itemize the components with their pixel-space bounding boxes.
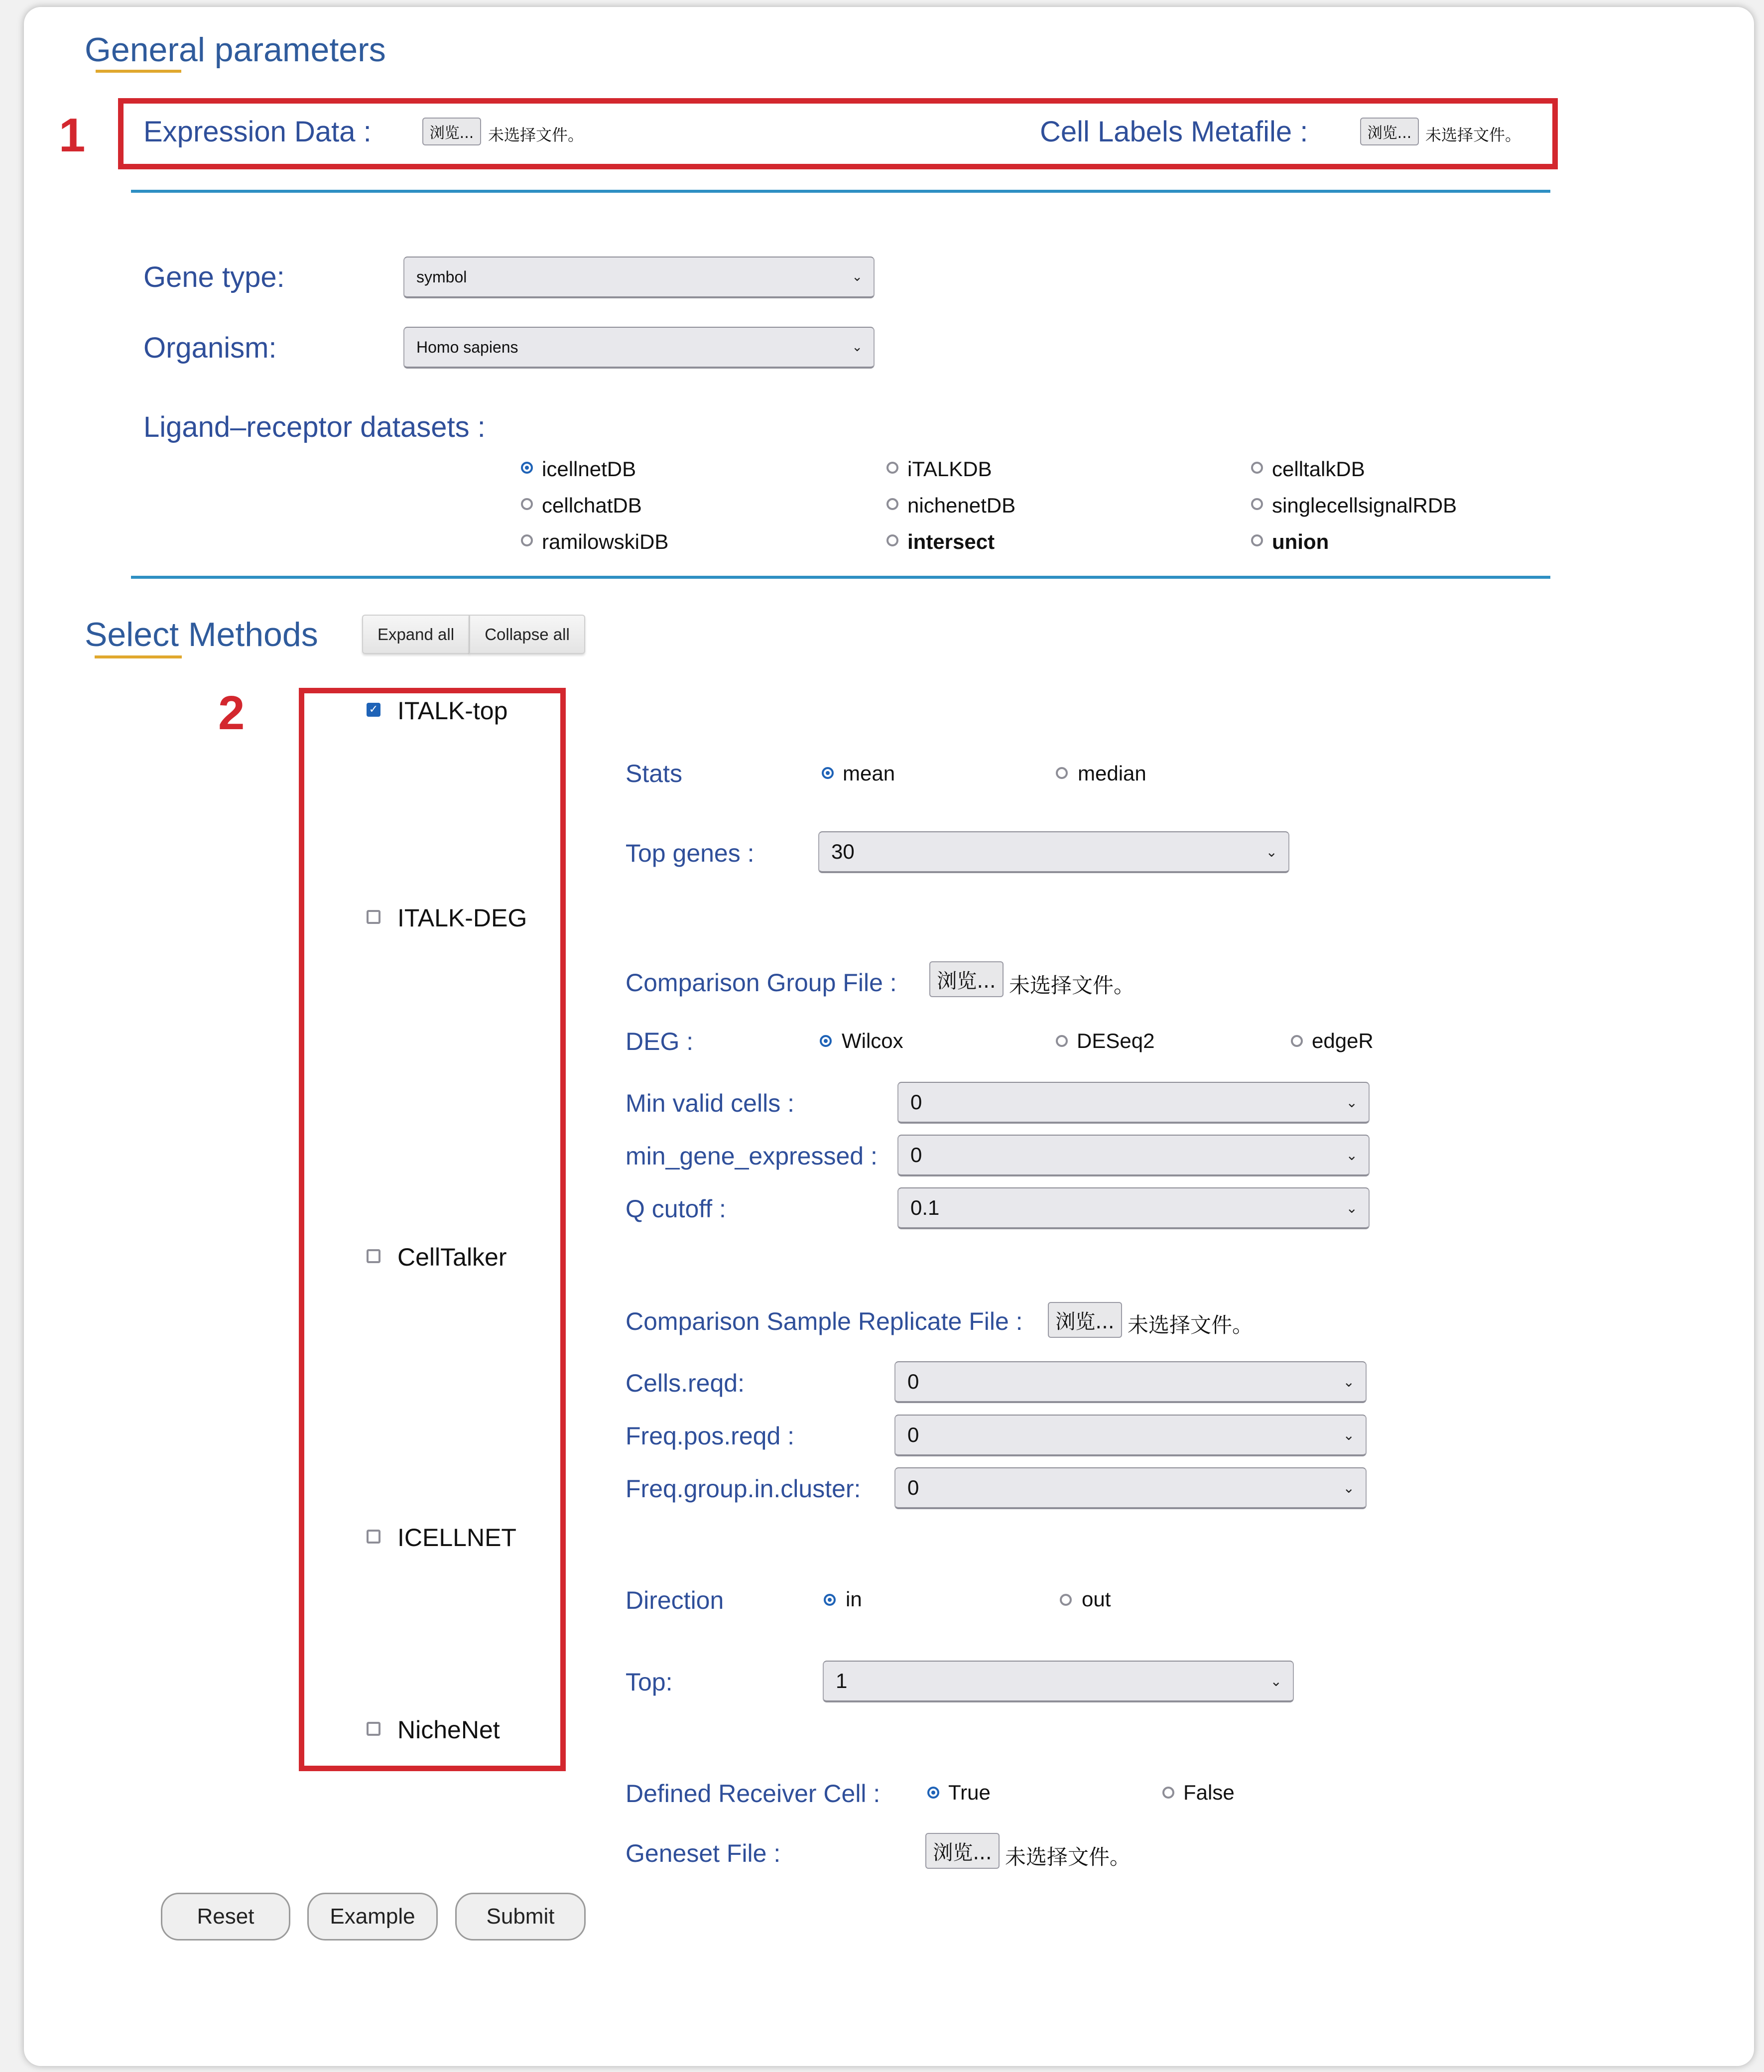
radio-label-ramilowskidb: ramilowskiDB — [542, 530, 669, 553]
comparison-sample-file-status: 未选择文件。 — [1128, 1313, 1254, 1337]
chevron-down-icon: ⌄ — [1343, 1479, 1355, 1496]
radio-label-in: in — [846, 1587, 862, 1611]
radio-stats-median[interactable] — [1056, 767, 1068, 779]
radio-deg-edger[interactable] — [1291, 1035, 1303, 1047]
freq-pos-reqd-select[interactable] — [894, 1415, 1367, 1456]
q-cutoff-select[interactable] — [897, 1187, 1370, 1229]
select-methods-heading: Select Methods — [85, 616, 318, 653]
chevron-down-icon: ⌄ — [1343, 1373, 1355, 1390]
radio-celltalkdb[interactable] — [1251, 462, 1263, 474]
radio-singlecellsignalrdb[interactable] — [1251, 498, 1263, 510]
radio-label-false: False — [1183, 1781, 1235, 1804]
checkbox-celltalker[interactable] — [367, 1249, 380, 1263]
radio-label-median: median — [1078, 762, 1146, 785]
expression-data-browse-button[interactable]: 浏览... — [422, 118, 481, 145]
radio-label-true: True — [948, 1781, 991, 1804]
cells-reqd-value: 0 — [907, 1370, 919, 1393]
freq-group-in-cluster-value: 0 — [907, 1476, 919, 1499]
chevron-down-icon: ⌄ — [1343, 1426, 1355, 1443]
radio-label-icellnetdb: icellnetDB — [542, 457, 636, 481]
radio-italkdb[interactable] — [886, 462, 898, 474]
annotation-number-2: 2 — [218, 686, 245, 740]
geneset-file-status: 未选择文件。 — [1005, 1845, 1131, 1869]
organism-select[interactable] — [403, 327, 875, 369]
checkbox-nichenet[interactable] — [367, 1722, 380, 1736]
radio-receiver-false[interactable] — [1162, 1787, 1174, 1799]
min-valid-cells-select[interactable] — [897, 1082, 1370, 1124]
min-valid-cells-value: 0 — [910, 1090, 922, 1114]
gene-type-label: Gene type: — [143, 261, 285, 293]
method-label-icellnet: ICELLNET — [397, 1524, 516, 1552]
chevron-down-icon: ⌄ — [1346, 1147, 1358, 1164]
radio-stats-mean[interactable] — [822, 767, 834, 779]
radio-nichenetdb[interactable] — [886, 498, 898, 510]
freq-pos-reqd-value: 0 — [907, 1423, 919, 1446]
top-value: 1 — [836, 1669, 848, 1692]
annotation-box-2 — [299, 688, 566, 1771]
general-parameters-heading: General parameters — [85, 31, 386, 69]
reset-button[interactable]: Reset — [161, 1893, 290, 1941]
ligand-receptor-datasets-label: Ligand–receptor datasets : — [143, 411, 486, 443]
radio-icellnetdb[interactable] — [521, 462, 533, 474]
section-divider — [131, 190, 1550, 193]
comparison-sample-replicate-file-label: Comparison Sample Replicate File : — [626, 1307, 1023, 1335]
q-cutoff-value: 0.1 — [910, 1196, 940, 1219]
chevron-down-icon: ⌄ — [852, 269, 863, 284]
submit-button[interactable]: Submit — [455, 1893, 586, 1941]
heading-underline — [95, 655, 182, 658]
checkbox-icellnet[interactable] — [367, 1530, 380, 1544]
comparison-group-browse-button[interactable]: 浏览... — [929, 961, 1004, 997]
direction-label: Direction — [626, 1586, 724, 1614]
checkbox-italk-deg[interactable] — [367, 910, 380, 924]
expression-data-file-status: 未选择文件。 — [488, 126, 584, 144]
expression-data-label: Expression Data : — [143, 116, 372, 148]
radio-cellchatdb[interactable] — [521, 498, 533, 510]
cells-reqd-select[interactable] — [894, 1361, 1367, 1403]
radio-deg-deseq2[interactable] — [1056, 1035, 1068, 1047]
radio-label-nichenetdb: nichenetDB — [907, 494, 1016, 517]
gene-type-select[interactable] — [403, 257, 875, 298]
freq-group-in-cluster-select[interactable] — [894, 1467, 1367, 1509]
radio-label-deseq2: DESeq2 — [1077, 1029, 1155, 1052]
radio-label-union: union — [1272, 530, 1329, 553]
min-gene-expressed-label: min_gene_expressed : — [626, 1142, 878, 1170]
top-label: Top: — [626, 1668, 673, 1696]
section-divider-2 — [131, 576, 1550, 579]
method-label-celltalker: CellTalker — [397, 1243, 507, 1271]
radio-label-cellchatdb: cellchatDB — [542, 494, 642, 517]
radio-label-mean: mean — [843, 762, 895, 785]
freq-group-in-cluster-label: Freq.group.in.cluster: — [626, 1475, 861, 1503]
chevron-down-icon: ⌄ — [852, 340, 863, 355]
geneset-file-label: Geneset File : — [626, 1839, 781, 1867]
geneset-browse-button[interactable]: 浏览... — [925, 1833, 1000, 1869]
radio-direction-out[interactable] — [1060, 1594, 1072, 1606]
expand-all-button[interactable]: Expand all — [362, 615, 470, 654]
min-gene-expressed-value: 0 — [910, 1143, 922, 1166]
radio-receiver-true[interactable] — [927, 1787, 939, 1799]
radio-deg-wilcox[interactable] — [820, 1035, 832, 1047]
radio-label-celltalkdb: celltalkDB — [1272, 457, 1365, 481]
cell-labels-label: Cell Labels Metafile : — [1040, 116, 1308, 148]
radio-label-out: out — [1082, 1587, 1111, 1611]
cell-labels-browse-button[interactable]: 浏览... — [1360, 118, 1419, 145]
deg-label: DEG : — [626, 1028, 694, 1055]
radio-union[interactable] — [1251, 534, 1263, 546]
cells-reqd-label: Cells.reqd: — [626, 1369, 745, 1397]
checkbox-italk-top[interactable]: ✓ — [367, 703, 380, 717]
radio-label-wilcox: Wilcox — [842, 1029, 903, 1052]
example-button[interactable]: Example — [307, 1893, 438, 1941]
stats-label: Stats — [626, 760, 682, 787]
method-label-italk-deg: ITALK-DEG — [397, 904, 527, 932]
q-cutoff-label: Q cutoff : — [626, 1195, 726, 1223]
radio-label-intersect: intersect — [907, 530, 995, 553]
annotation-number-1: 1 — [59, 109, 86, 162]
chevron-down-icon: ⌄ — [1346, 1094, 1358, 1111]
heading-underline — [96, 70, 181, 73]
radio-direction-in[interactable] — [824, 1594, 836, 1606]
comparison-group-file-status: 未选择文件。 — [1009, 973, 1135, 998]
organism-value: Homo sapiens — [416, 338, 518, 356]
top-genes-select[interactable] — [818, 831, 1289, 873]
chevron-down-icon: ⌄ — [1270, 1673, 1282, 1689]
collapse-all-button[interactable]: Collapse all — [469, 615, 585, 654]
method-label-italk-top: ITALK-top — [397, 697, 508, 725]
comparison-sample-browse-button[interactable]: 浏览... — [1048, 1302, 1122, 1338]
freq-pos-reqd-label: Freq.pos.reqd : — [626, 1422, 795, 1450]
radio-label-italkdb: iTALKDB — [907, 457, 992, 481]
top-genes-value: 30 — [831, 840, 855, 863]
min-gene-expressed-select[interactable] — [897, 1135, 1370, 1176]
radio-label-edger: edgeR — [1312, 1029, 1374, 1052]
radio-label-singlecellsignalrdb: singlecellsignalRDB — [1272, 494, 1457, 517]
cell-labels-file-status: 未选择文件。 — [1425, 126, 1521, 144]
min-valid-cells-label: Min valid cells : — [626, 1089, 794, 1117]
chevron-down-icon: ⌄ — [1265, 843, 1277, 860]
organism-label: Organism: — [143, 332, 277, 364]
method-label-nichenet: NicheNet — [397, 1716, 500, 1744]
defined-receiver-cell-label: Defined Receiver Cell : — [626, 1780, 881, 1808]
radio-intersect[interactable] — [886, 534, 898, 546]
gene-type-value: symbol — [416, 267, 467, 286]
top-select[interactable] — [823, 1661, 1294, 1702]
chevron-down-icon: ⌄ — [1346, 1199, 1358, 1216]
radio-ramilowskidb[interactable] — [521, 534, 533, 546]
comparison-group-file-label: Comparison Group File : — [626, 969, 897, 997]
top-genes-label: Top genes : — [626, 839, 755, 867]
